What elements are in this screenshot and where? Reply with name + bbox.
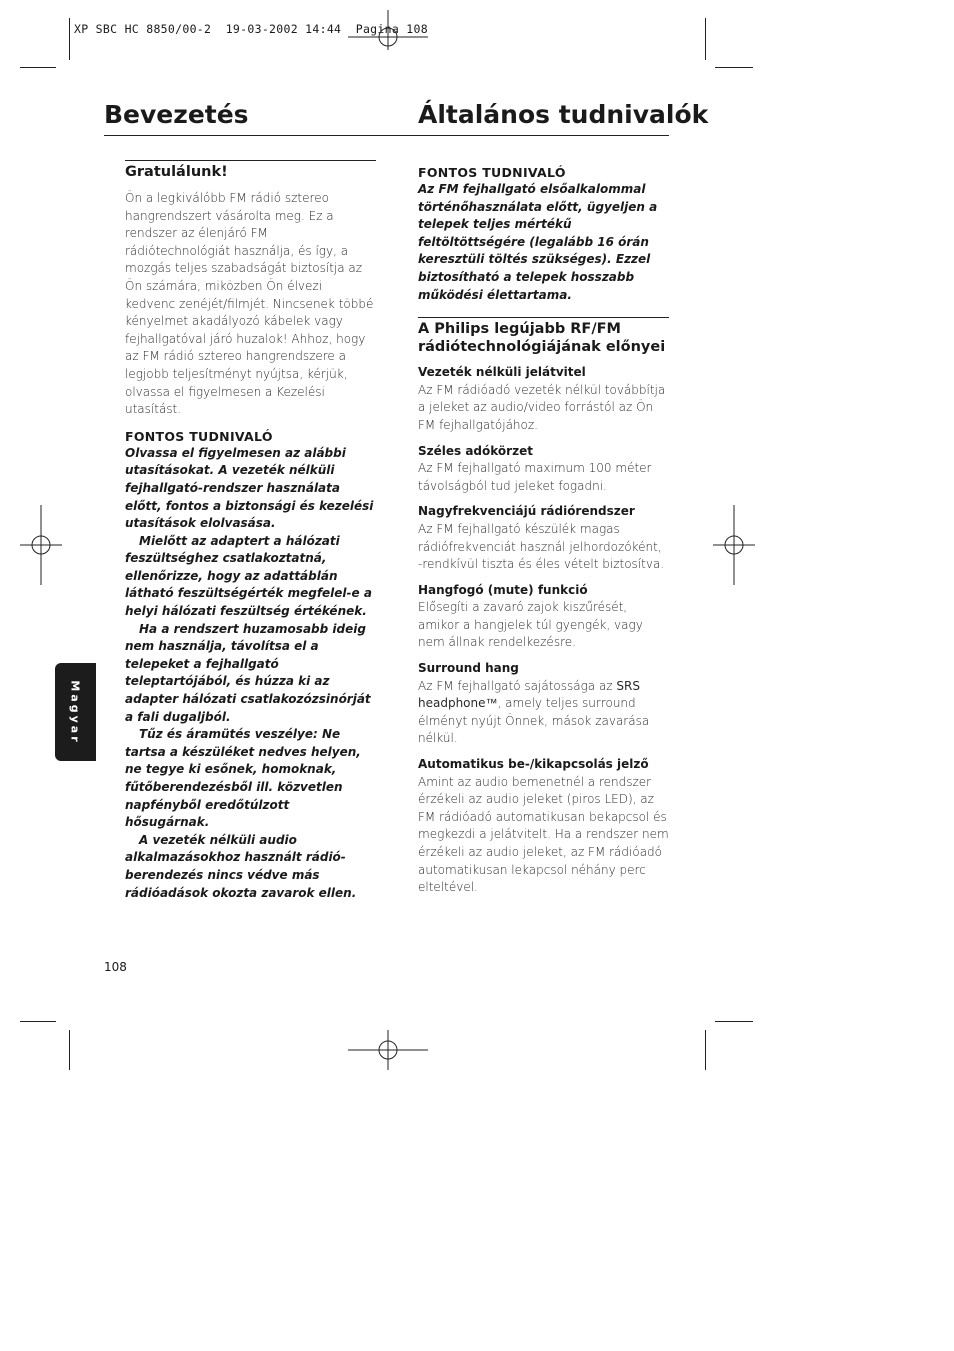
- language-tab: [55, 663, 96, 761]
- feature-item: [418, 503, 669, 573]
- left-column: [125, 163, 376, 902]
- crop-mark: [705, 1030, 706, 1070]
- note-paragraph: Tűz és áramütés veszélye: Ne tartsa a készüléket nedves helyen, ne tegye ki esőnek, homoknak, fűtőberendezésből ill. közvetlen napfényből eredőtúlzott hősugárnak.: [125, 727, 361, 830]
- note-label: FONTOS TUDNIVALÓ: [418, 165, 566, 180]
- feature-title: Surround hang: [418, 661, 519, 676]
- page-number: 108: [104, 960, 127, 974]
- section-heading: A Philips legújabb RF/FM rádiótechnológiájának előnyei: [418, 321, 666, 356]
- note-paragraph: Ha a rendszert huzamosabb ideig nem használja, távolítsa el a telepeket a fejhallgató teleptartójából, és húzza ki az adapter hálózati csatlakozózsinórját a fali dugaljból.: [125, 621, 371, 724]
- feature-text: [418, 678, 669, 748]
- note-paragraph: Az FM fejhallgató elsőalkalommal történőhasználata előtt, ügyeljen a telepek teljes mértékű feltöltöttségére (legalább 16 órán keresztüli töltés szükséges). Ezzel biztosítható a telepek hosszabb működési élettartama.: [418, 182, 658, 302]
- page-title-left: Bevezetés: [104, 100, 249, 129]
- feature-text: Amint az audio bemenetnél a rendszer érzékeli az audio jeleket (piros LED), az FM rádióadó automatikusan bekapcsol és megkezdi a jelátvitelt. Ha a rendszer nem érzékeli az audio jeleket, az FM rádióadó automatikusan lekapcsol néhány perc elteltével.: [418, 774, 669, 895]
- feature-item: [418, 582, 669, 652]
- feature-item: [418, 443, 669, 496]
- feature-title: Nagyfrekvenciájú rádiórendszer: [418, 504, 635, 519]
- page-title-right: Általános tudnivalók: [418, 100, 709, 129]
- feature-title: Széles adókörzet: [418, 443, 533, 458]
- crop-mark: [715, 1021, 753, 1022]
- registration-mark-icon: [713, 505, 755, 585]
- feature-title: Automatikus be-/kikapcsolás jelző: [418, 757, 649, 772]
- crop-mark: [69, 1030, 70, 1070]
- note-paragraph: Mielőtt az adaptert a hálózati feszültséghez csatlakoztatná, ellenőrizze, hogy az adattáblán látható feszültségérték megfelel-e a helyi hálózati feszültség értékének.: [125, 533, 372, 619]
- note-paragraph: A vezeték nélküli audio alkalmazásokhoz használt rádió-berendezés nincs védve más rádióadások okozta zavarok ellen.: [125, 832, 357, 900]
- section-rule: [418, 317, 669, 318]
- crop-mark: [20, 67, 56, 68]
- registration-mark-icon: [20, 505, 62, 585]
- language-tab-label: Magyar: [69, 679, 83, 745]
- registration-mark-icon: [348, 1030, 428, 1070]
- registration-mark-icon: [348, 10, 428, 50]
- feature-item: [418, 364, 669, 434]
- crop-mark: [20, 1021, 56, 1022]
- feature-text: Az FM fejhallgató maximum 100 méter távolságból tud jeleket fogadni.: [418, 461, 652, 493]
- feature-item: [418, 660, 669, 748]
- right-column: [418, 164, 669, 897]
- feature-title: Hangfogó (mute) funkció: [418, 582, 588, 597]
- note-label: FONTOS TUDNIVALÓ: [125, 428, 273, 444]
- note-paragraph: Olvassa el figyelmesen az alábbi utasításokat. A vezeték nélküli fejhallgató-rendszer használata előtt, fontos a biztonsági és kezelési utasítások elolvasása.: [125, 445, 374, 531]
- intro-paragraph: Ön a legkiválóbb FM rádió sztereo hangrendszert vásárolta meg. Ez a rendszer az élenjáró FM rádiótechnológiát használja, és így, a mozgás teljes szabadságát biztosítja az Ön számára, miközben Ön élvezi kedvenc zenéjét/filmjét. Nincsenek többé kényelmet akadályozó kábelek vagy fejhallgatóval járó huzalok! Ahhoz, hogy az FM rádió sztereo hangrendszere a legjobb teljesítményt nyújtsa, kérjük, olvassa el figyelmesen a Kezelési utasítást.: [125, 191, 374, 417]
- section-rule: [125, 160, 376, 161]
- crop-mark: [715, 67, 753, 68]
- crop-mark: [705, 18, 706, 60]
- feature-item: [418, 756, 669, 897]
- title-rule: [104, 135, 669, 136]
- feature-text-part: ™, amely teljes surround élményt nyújt Önnek, mások zavarása nélkül.: [418, 696, 650, 746]
- feature-text: Elősegíti a zavaró zajok kiszűrését, amikor a hangjelek túl gyengék, vagy nem állnak rendelkezésre.: [418, 600, 643, 650]
- srs-headphone-label: SRS headphone: [418, 678, 640, 711]
- crop-mark: [69, 18, 70, 60]
- feature-title: Vezeték nélküli jelátvitel: [418, 365, 586, 380]
- section-heading: Gratulálunk!: [125, 164, 228, 180]
- feature-text: Az FM fejhallgató készülék magas rádiófrekvenciát használ jelhordozóként, -rendkívül tiszta és éles vételt biztosítva.: [418, 521, 665, 572]
- feature-text-part: Az FM fejhallgató sajátossága az: [418, 678, 617, 693]
- print-header: XP SBC HC 8850/00-2 19-03-2002 14:44 Pagina 108: [74, 22, 428, 36]
- feature-text: Az FM rádióadó vezeték nélkül továbbítja a jeleket az audio/video forrástól az Ön FM fejhallgatójához.: [418, 382, 666, 432]
